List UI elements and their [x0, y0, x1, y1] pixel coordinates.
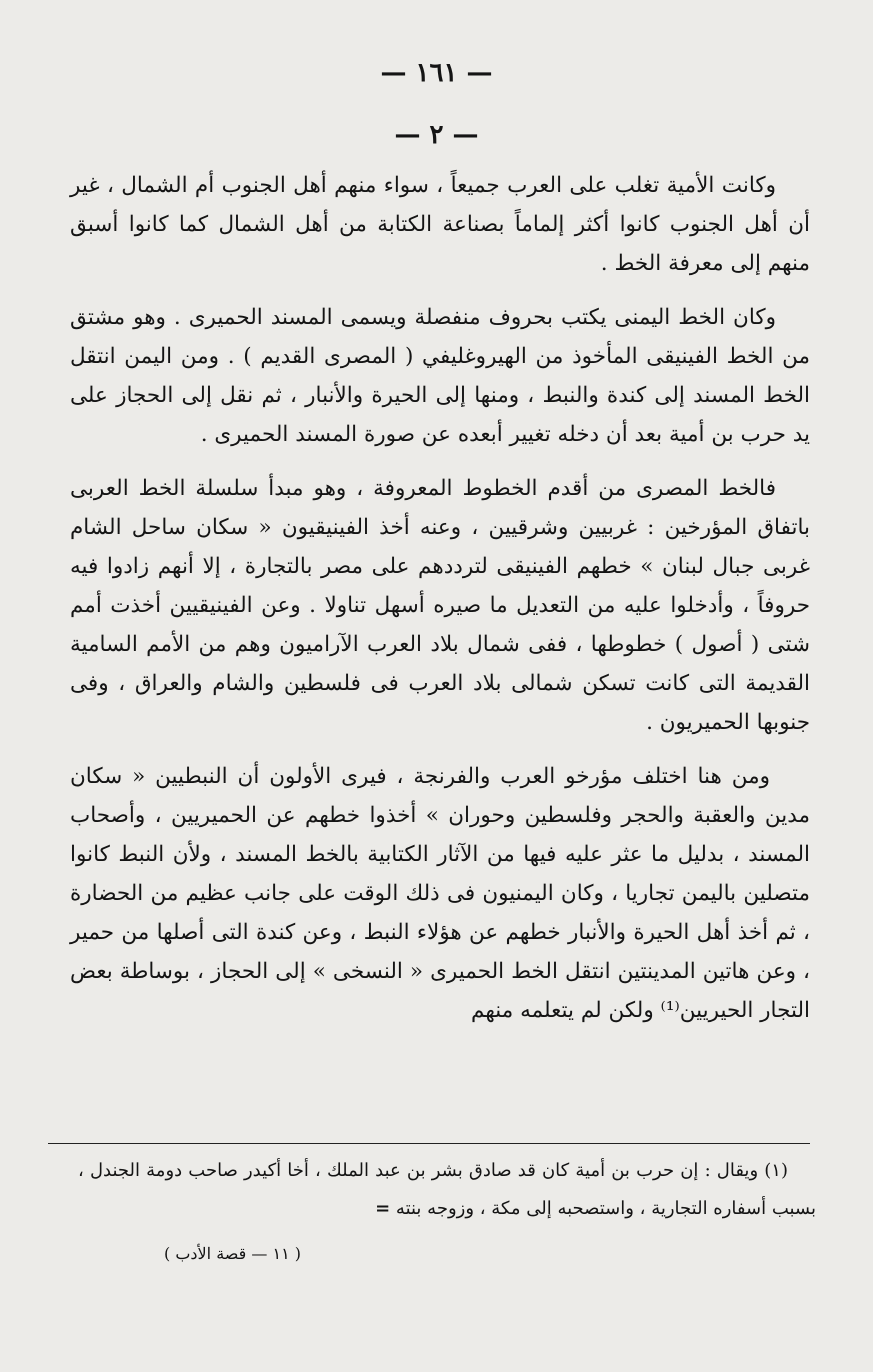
footnote-text: (١) ويقال : إن حرب بن أمية كان قد صادق بشر بن عبد الملك ، أخا أكيدر صاحب دومة الجندل ، بسبب أسفاره التجارية ، واستصحبه إلى مكة ، وزوجه بنته	[78, 1160, 816, 1219]
body-text	[70, 166, 810, 1045]
footnote	[78, 1152, 816, 1228]
paragraph: ومن هنا اختلف مؤرخو العرب والفرنجة ، فيرى الأولون أن النبطيين « سكان مدين والعقبة والحجر وفلسطين وحوران » أخذوا خطهم عن الحميريين ، وأصحاب المسند ، بدليل ما عثر عليه فيها من الآثار الكتابية بالخط المسند ، ولأن النبط كانوا متصلين باليمن تجاريا ، وكان اليمنيون فى ذلك الوقت على جانب عظيم من الحضارة ، ثم أخذ أهل الحيرة والأنبار خطهم عن هؤلاء النبط ، وعن كندة التى أصلها من حمير ، وعن هاتين المدينتين انتقل الخط الحميرى « النسخى » إلى الحجاز ، بوساطة بعض التجار الحيريين⁽¹⁾ ولكن لم يتعلمه منهم	[70, 764, 810, 1023]
continuation-mark: =	[375, 1198, 391, 1219]
footnotes	[78, 1152, 816, 1228]
section-number: — ٢ —	[394, 120, 479, 150]
paragraph: وكانت الأمية تغلب على العرب جميعاً ، سواء منهم أهل الجنوب أم الشمال ، غير أن أهل الجنوب كانوا أكثر إلماماً بصناعة الكتابة من أهل الشمال كما كانوا أسبق منهم إلى معرفة الخط .	[70, 173, 810, 276]
paragraph: وكان الخط اليمنى يكتب بحروف منفصلة ويسمى المسند الحميرى . وهو مشتق من الخط الفينيقى المأخوذ من الهيروغليفي ( المصرى القديم ) . ومن اليمن انتقل الخط المسند إلى كندة والنبط ، ومنها إلى الحيرة والأنبار ، ثم نقل إلى الحجاز على يد حرب بن أمية بعد أن دخله تغيير أبعده عن صورة المسند الحميرى .	[70, 305, 810, 447]
printer-signature: ( ١١ — قصة الأدب )	[164, 1244, 301, 1263]
page-number: — ١٦١ —	[380, 58, 493, 88]
paragraph: فالخط المصرى من أقدم الخطوط المعروفة ، وهو مبدأ سلسلة الخط العربى باتفاق المؤرخين : غربيين وشرقيين ، وعنه أخذ الفينيقيون « سكان ساحل الشام غربى جبال لبنان » خطهم الفينيقى لترددهم على مصر بالتجارة ، إلا أنهم زادوا فيه حروفاً ، وأدخلوا عليه من التعديل ما صيره أسهل تناولا . وعن الفينيقيين أخذت أمم شتى ( أصول ) خطوطها ، ففى شمال بلاد العرب الآراميون وهم من الأمم السامية القديمة التى كانت تسكن شمالى بلاد العرب فى فلسطين والشام والعراق ، وفى جنوبها الحميريون .	[70, 476, 810, 735]
footnote-divider	[48, 1143, 810, 1144]
